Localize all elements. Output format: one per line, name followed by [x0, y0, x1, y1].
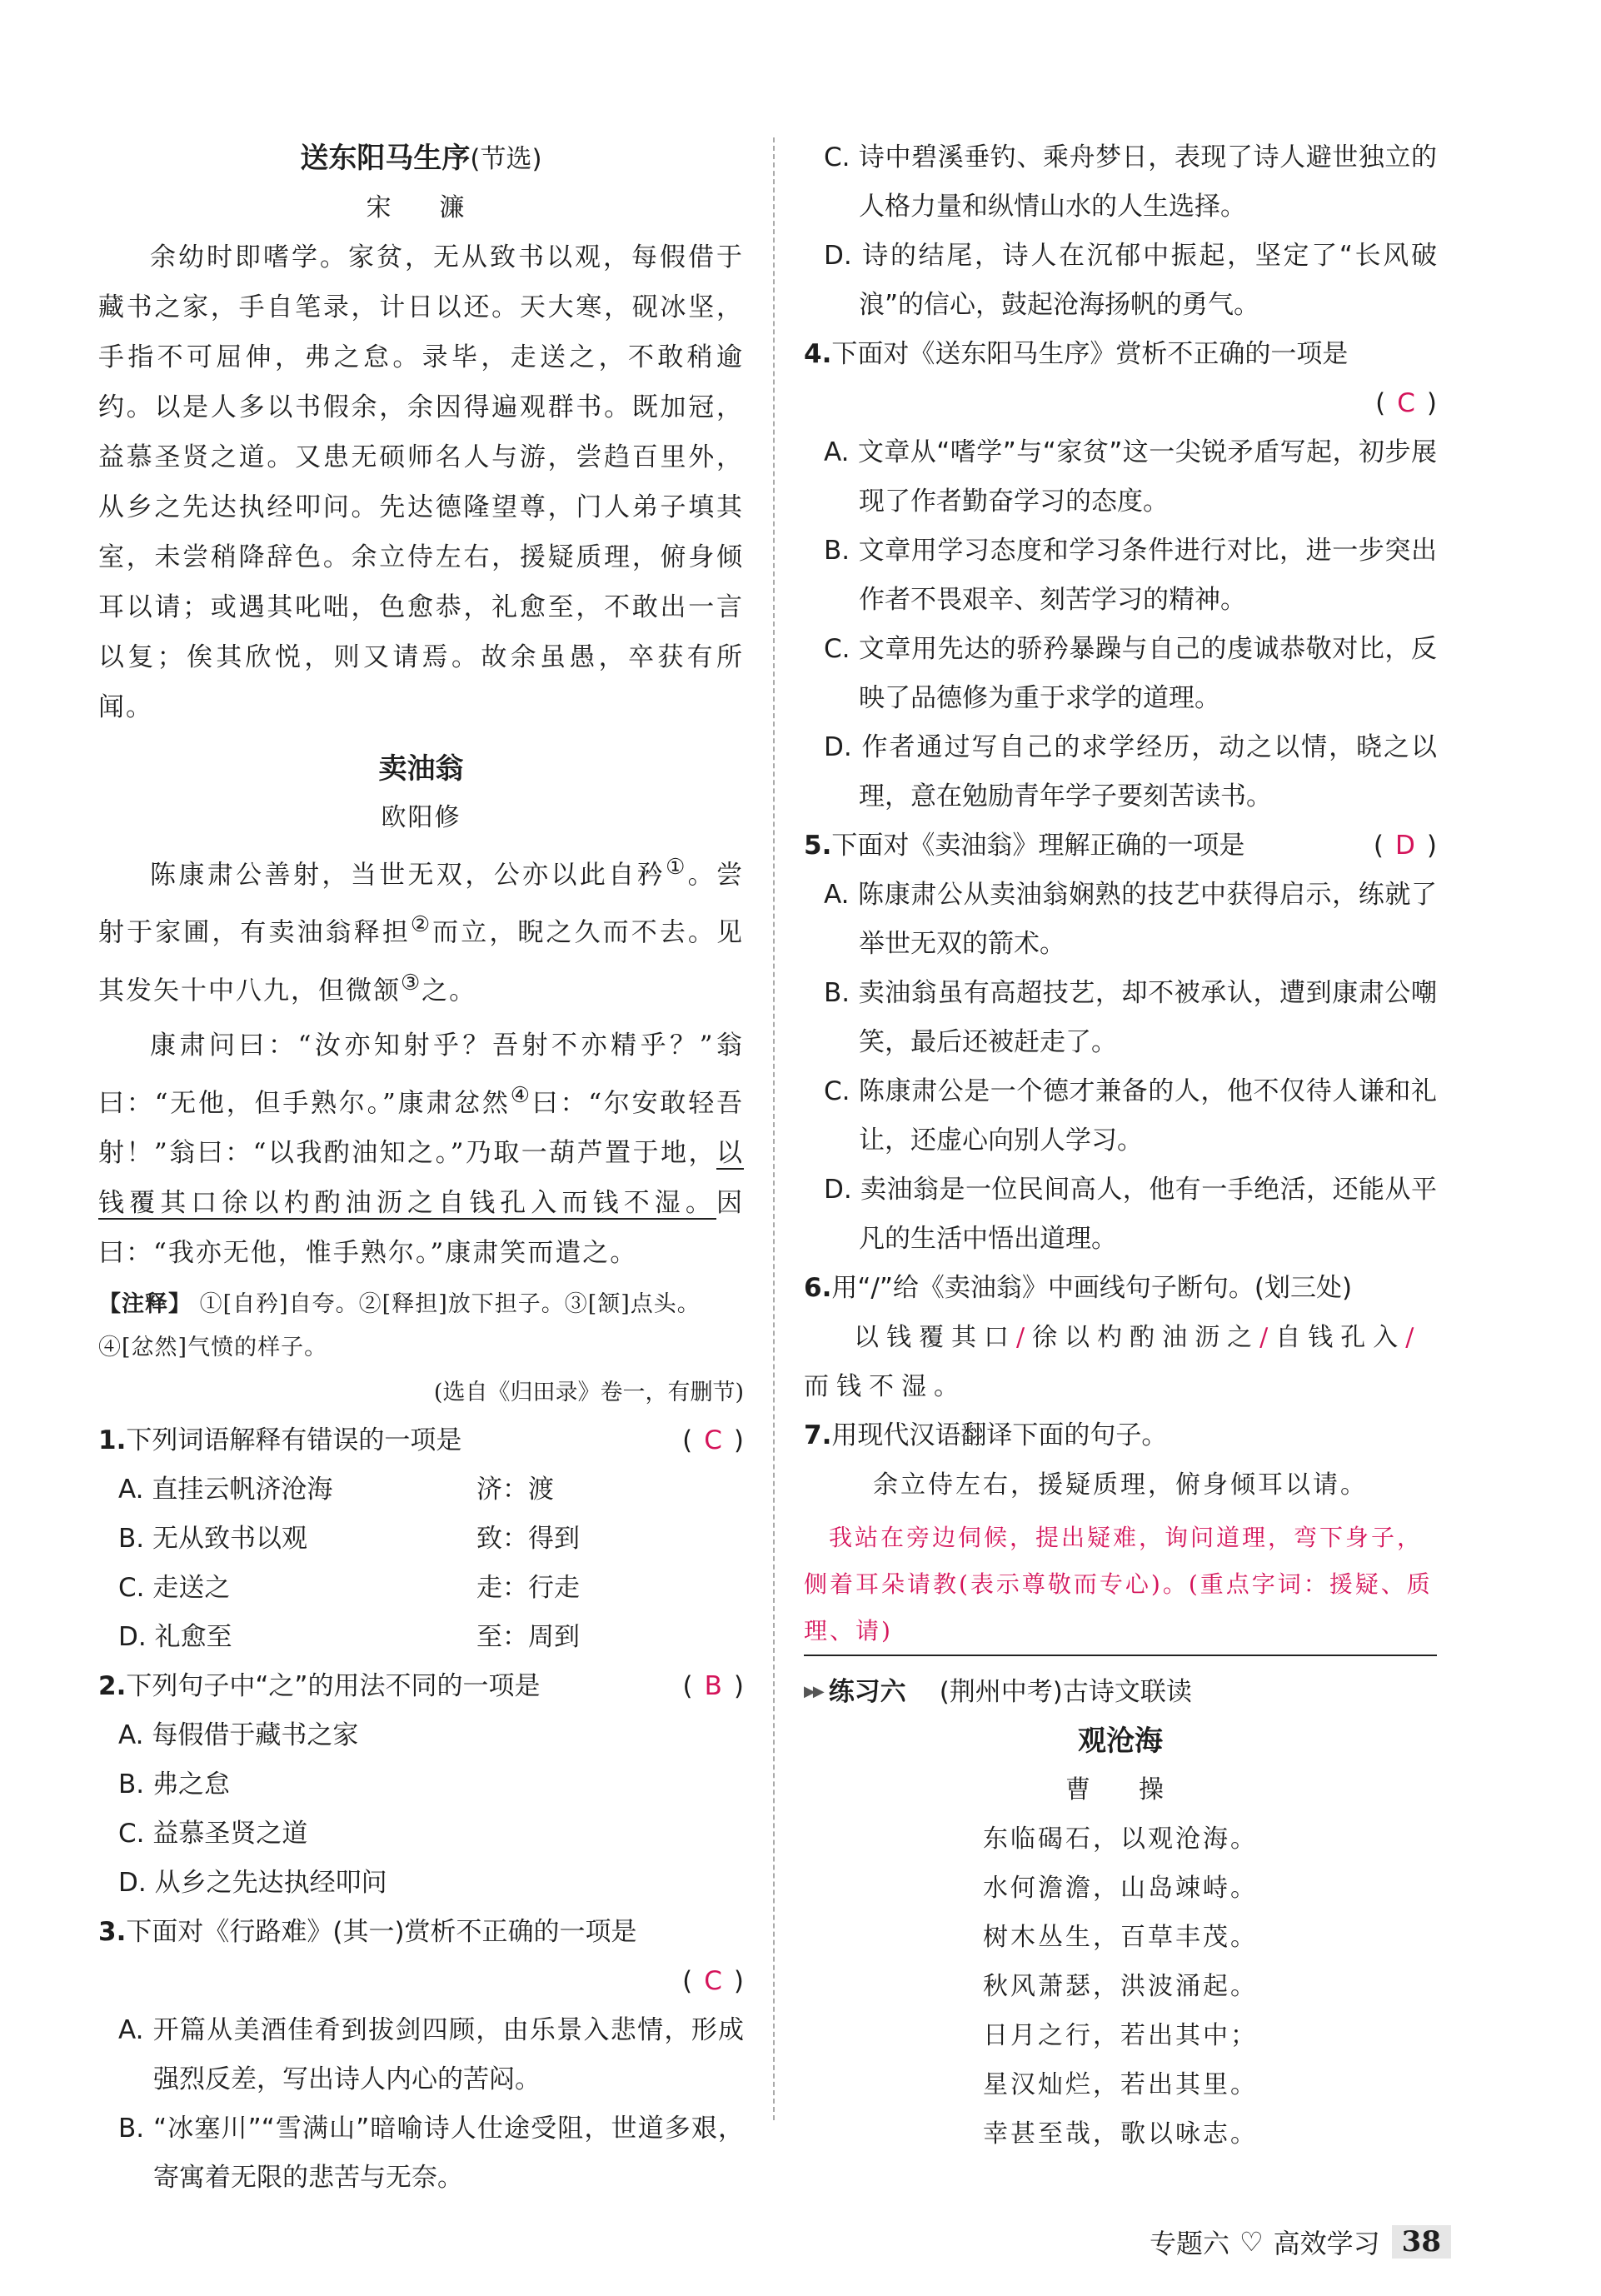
q5-answer: D: [1395, 831, 1415, 861]
question-2: [98, 1662, 744, 1711]
q6-slash-1: /: [1016, 1323, 1033, 1352]
footer-section: 高效学习: [1273, 2228, 1380, 2259]
q7-sentence: 余立侍左右，援疑质理，俯身倾耳以请。: [873, 1470, 1368, 1500]
q1-option-b-word: B. 无从致书以观: [118, 1524, 307, 1555]
q5-number: 5.: [804, 831, 832, 861]
q1-option-b: [118, 1515, 744, 1564]
exercise-source: (荆州中考): [939, 1677, 1063, 1707]
q2-option-c: C. 益慕圣贤之道: [118, 1819, 308, 1849]
q7-number: 7.: [804, 1420, 832, 1450]
q2-option-b: B. 弗之怠: [118, 1769, 230, 1800]
notes-label: 【注释】: [98, 1291, 192, 1318]
footer-topic: 专题六: [1149, 2228, 1229, 2259]
footnote-ref-2: ②: [410, 912, 433, 938]
passage2-paragraph-1: [98, 842, 744, 1016]
q4-option-b: B. 文章用学习态度和学习条件进行对比，进一步突出作者不畏艰辛、刻苦学习的精神。: [824, 536, 1437, 615]
q6-seg-2: 徐以杓酌油沥之: [1032, 1323, 1260, 1352]
q4-option-c: C. 文章用先达的骄矜暴躁与自己的虔诚恭敬对比，反映了品德修为重于求学的道理。: [824, 634, 1437, 713]
page-number: 38: [1392, 2225, 1451, 2259]
q5-option-a: A. 陈康肃公从卖油翁娴熟的技艺中获得启示，练就了举世无双的箭术。: [824, 880, 1437, 959]
passage2-author: 欧阳修: [381, 803, 461, 832]
q3-option-d: D. 诗的结尾，诗人在沉郁中振起，坚定了“长风破浪”的信心，鼓起沧海扬帆的勇气。: [824, 241, 1437, 320]
q4-option-a: A. 文章从“嗜学”与“家贫”这一尖锐矛盾写起，初步展现了作者勤奋学习的态度。: [824, 437, 1437, 517]
exercise-topic: 古诗文联读: [1062, 1677, 1192, 1707]
q2-number: 2.: [98, 1671, 127, 1702]
poem-line-7: 幸甚至哉，歌以咏志。: [983, 2119, 1258, 2149]
poem-line-6: 星汉灿烂，若出其里。: [983, 2070, 1258, 2099]
page-footer: [1150, 2223, 1451, 2261]
question-7: [804, 1411, 1437, 1460]
question-4: [804, 330, 1437, 379]
q7-answer: 我站在旁边伺候，提出疑难，询问道理，弯下身子，侧着耳朵请教(表示尊敬而专心)。(重点字词：援疑、质理、请): [804, 1515, 1437, 1656]
poem-title: 观沧海: [1078, 1724, 1163, 1758]
q5-answer-bracket: ( D ): [1373, 831, 1437, 861]
passage1-title: [98, 133, 744, 184]
q3-option-a: A. 开篇从美酒佳肴到拔剑四顾，由乐景入悲情，形成强烈反差，写出诗人内心的苦闷。: [118, 2015, 744, 2095]
q1-answer-bracket: ( C ): [682, 1425, 744, 1456]
passage2-source: (选自《归田录》卷一，有删节): [433, 1380, 744, 1406]
q2-answer-bracket: ( B ): [682, 1671, 744, 1702]
passage1-text: 余幼时即嗜学。家贫，无从致书以观，每假借于藏书之家，手自笔录，计日以还。天大寒，砚冰坚，手指不可屈伸，弗之怠。录毕，走送之，不敢稍逾约。以是人多以书假余，余因得遍观群书。既加冠，益慕圣贤之道。又患无硕师名人与游，尝趋百里外，从乡之先达执经叩问。先达德隆望尊，门人弟子填其室，未尝稍降辞色。余立侍左右，援疑质理，俯身倾耳以请；或遇其叱咄，色愈恭，礼愈至，不敢出一言以复；俟其欣悦，则又请焉。故余虽愚，卒获有所闻。: [98, 242, 744, 722]
q4-answer: C: [1397, 388, 1415, 418]
passage2-paragraph-2: [98, 1021, 744, 1278]
q4-number: 4.: [804, 339, 832, 369]
q6-answer-sentence: [804, 1313, 1437, 1411]
q3-stem: 下面对《行路难》(其一)赏析不正确的一项是: [126, 1917, 637, 1948]
p1-seg-a: 陈康肃公善射，当世无双，公亦以此自矜: [150, 860, 666, 891]
q2-stem: 下列句子中“之”的用法不同的一项是: [126, 1671, 541, 1702]
question-1: [98, 1416, 744, 1465]
p2-seg-b: 曰：“尔安敢轻吾射！”翁曰：“以我酌油知之。”乃取一葫芦置于地，: [98, 1088, 744, 1169]
q6-seg-3: 自钱孔入: [1275, 1323, 1406, 1352]
passage1-title-note: (节选): [470, 144, 542, 174]
notes-text: ①[自矜]自夸。②[释担]放下担子。③[颔]点头。④[忿然]气愤的样子。: [98, 1291, 701, 1361]
column-divider: [773, 137, 775, 2120]
q1-option-a-meaning: 济：渡: [476, 1475, 554, 1505]
q5-option-d: D. 卖油翁是一位民间高人，他有一手绝活，还能从平凡的生活中悟出道理。: [824, 1175, 1437, 1254]
q5-option-c: C. 陈康肃公是一个德才兼备的人，他不仅待人谦和礼让，还虚心向别人学习。: [824, 1076, 1437, 1155]
exercise-heading: [804, 1668, 1437, 1716]
poem-line-2: 水何澹澹，山岛竦峙。: [983, 1874, 1258, 1903]
q1-option-d: [118, 1613, 744, 1662]
p1-seg-b: 。尝射于家圃，有卖油翁释担: [98, 860, 745, 948]
q6-slash-3: /: [1405, 1323, 1422, 1352]
left-column: [98, 133, 744, 2203]
question-3: [98, 1908, 744, 1957]
q6-slash-2: /: [1259, 1323, 1276, 1352]
q1-option-d-meaning: 至：周到: [476, 1622, 580, 1653]
q1-option-c-word: C. 走送之: [118, 1573, 231, 1604]
q6-seg-4: 而钱不湿。: [804, 1372, 966, 1401]
q4-option-d: D. 作者通过写自己的求学经历，动之以情，晓之以理，意在勉励青年学子要刻苦读书。: [824, 732, 1437, 811]
q3-option-c: C. 诗中碧溪垂钓、乘舟梦日，表现了诗人避世独立的人格力量和纵情山水的人生选择。: [824, 142, 1437, 222]
underlined-sentence: 以钱覆其口徐以杓酌油沥之自钱孔入而钱不湿。: [98, 1138, 744, 1219]
p1-seg-c: 而立，睨之久而不去。见其发矢十中八九，但微颔: [98, 917, 745, 1006]
exercise-label: 练习六: [828, 1677, 906, 1707]
q4-stem: 下面对《送东阳马生序》赏析不正确的一项是: [831, 339, 1349, 369]
notes: [98, 1283, 744, 1370]
q1-option-d-word: D. 礼愈至: [118, 1622, 232, 1653]
q1-answer: C: [704, 1425, 722, 1456]
q4-answer-bracket: ( C ): [1375, 388, 1437, 418]
q3-answer-bracket: ( C ): [682, 1966, 744, 1997]
q1-option-b-meaning: 致：得到: [476, 1524, 580, 1555]
question-6: [804, 1264, 1437, 1313]
q7-stem: 用现代汉语翻译下面的句子。: [831, 1420, 1168, 1450]
right-column: [804, 133, 1437, 2159]
q2-option-a: A. 每假借于藏书之家: [118, 1720, 359, 1751]
q1-option-c-meaning: 走：行走: [476, 1573, 580, 1604]
footnote-ref-3: ③: [401, 970, 422, 996]
q3-option-b: B. “冰塞川”“雪满山”暗喻诗人仕途受阻，世道多艰，寄寓着无限的悲苦与无奈。: [118, 2114, 744, 2194]
q2-answer: B: [704, 1671, 722, 1702]
p2-seg-c: 因曰：“我亦无他，惟手熟尔。”康肃笑而遣之。: [98, 1188, 744, 1269]
p2-seg-a: 康肃问曰：“汝亦知射乎？吾射不亦精乎？”翁曰：“无他，但手熟尔。”康肃忿然: [98, 1030, 744, 1119]
poem-line-1: 东临碣石，以观沧海。: [983, 1824, 1258, 1854]
q1-number: 1.: [98, 1425, 127, 1456]
q6-stem: 用“/”给《卖油翁》中画线句子断句。(划三处): [831, 1273, 1353, 1303]
q3-answer: C: [704, 1966, 722, 1997]
passage1-title-text: 送东阳马生序: [300, 142, 471, 175]
heart-icon: ♡: [1239, 2226, 1264, 2258]
q5-option-b: B. 卖油翁虽有高超技艺，却不被承认，遭到康肃公嘲笑，最后还被赶走了。: [824, 978, 1437, 1057]
poem-line-4: 秋风萧瑟，洪波涌起。: [983, 1972, 1258, 2001]
q5-stem: 下面对《卖油翁》理解正确的一项是: [831, 831, 1245, 861]
footnote-ref-1: ①: [666, 855, 688, 880]
q1-stem: 下列词语解释有错误的一项是: [126, 1425, 462, 1456]
q1-option-a-word: A. 直挂云帆济沧海: [118, 1475, 333, 1505]
poem-author: 曹 操: [1065, 1775, 1175, 1804]
p1-seg-d: 之。: [421, 975, 477, 1006]
q2-option-d: D. 从乡之先达执经叩问: [118, 1868, 387, 1899]
q3-number: 3.: [98, 1917, 127, 1948]
footnote-ref-4: ④: [510, 1082, 532, 1108]
triangle-marker-icon: ▶▶: [804, 1683, 822, 1700]
q6-number: 6.: [804, 1273, 832, 1303]
q6-seg-1: 以钱覆其口: [854, 1323, 1016, 1352]
q1-option-c: [118, 1564, 744, 1613]
passage2-title: 卖油翁: [378, 752, 464, 786]
poem-line-3: 树木丛生，百草丰茂。: [983, 1923, 1258, 1952]
q1-option-a: [118, 1465, 744, 1515]
poem-line-5: 日月之行，若出其中；: [983, 2021, 1258, 2050]
question-5: [804, 821, 1437, 871]
passage1-author: 宋 濂: [366, 193, 476, 222]
